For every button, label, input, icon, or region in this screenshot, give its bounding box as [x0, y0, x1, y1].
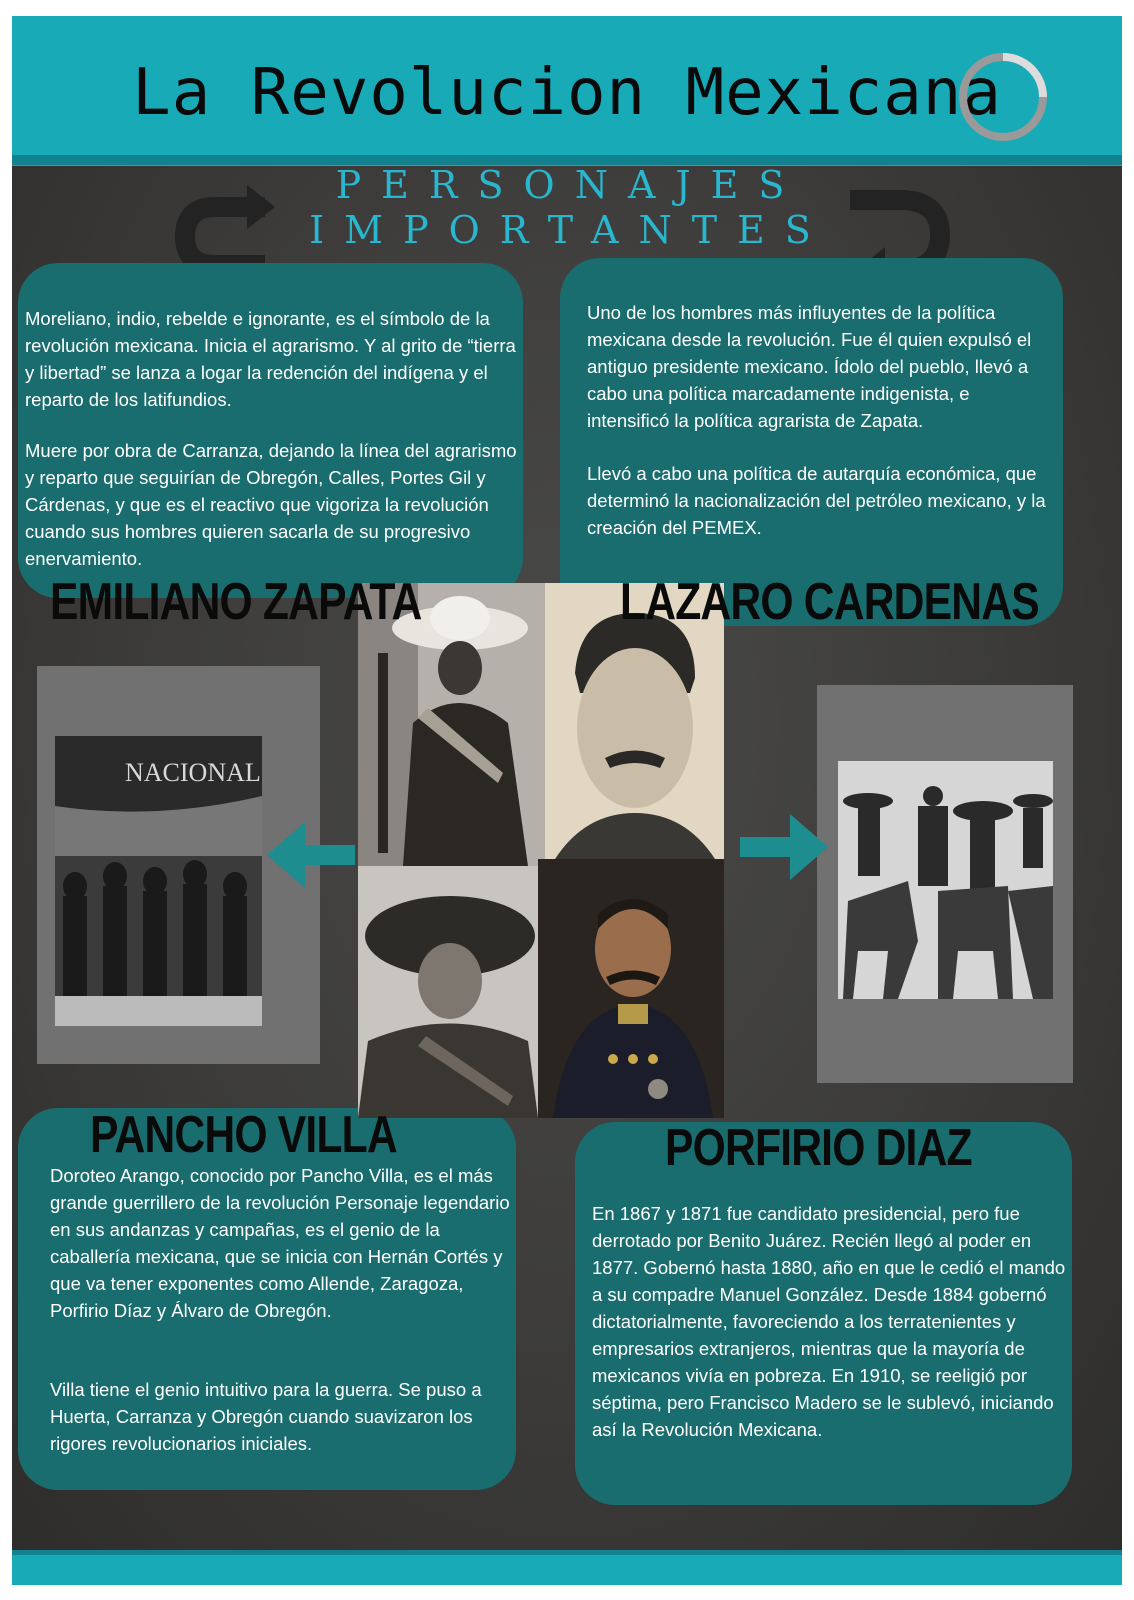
zapata-text-box [18, 263, 523, 598]
ring-icon [957, 51, 1049, 143]
footer-bar [12, 1555, 1122, 1585]
portrait-collage [358, 583, 724, 1118]
diaz-text-box [575, 1122, 1072, 1505]
header-bar [12, 16, 1122, 166]
arrow-right-icon [738, 812, 830, 882]
cardenas-paragraph-2: Llevó a cabo una política de autarquía económica, que determinó la nacionalización del petróleo mexicano, y la creación del PEMEX. [587, 463, 1046, 538]
page-title: La Revolucion Mexicana [132, 56, 1002, 130]
banner-text: NACIONAL [125, 758, 261, 787]
cardenas-name: LAZARO CARDENAS [620, 573, 1039, 631]
villa-paragraph-1: Doroteo Arango, conocido por Pancho Villa, es el más grande guerrillero de la revolución Personaje legendario en sus andanzas y campañas, es el genio de la caballería mexicana, que se inicia con Hernán Cortés y que va tener exponentes como Allende, Zaragoza, Porfirio Díaz y Álvaro de Obregón. [50, 1165, 510, 1321]
villa-name: PANCHO VILLA [90, 1106, 397, 1164]
zapata-name: EMILIANO ZAPATA [50, 573, 422, 631]
zapata-paragraph-2: Muere por obra de Carranza, dejando la línea del agrarismo y reparto que seguirían de Obregón, Calles, Portes Gil y Cárdenas, y que es el reactivo que vigoriza la revolución cuando sus hombres quieren sacarla de su progresivo enervamiento. [25, 440, 517, 569]
curved-arrow-left-icon [175, 185, 285, 275]
cardenas-text-box [560, 258, 1063, 626]
subtitle-line-1: PERSONAJES [335, 163, 805, 207]
diaz-paragraph-1: En 1867 y 1871 fue candidato presidencial, pero fue derrotado por Benito Juárez. Recién llegó al poder en 1877. Gobernó hasta 1880, año en que le cedió el mando a su compadre Manuel González. Desde 1884 gobernó dictatorialmente, favoreciendo a los terratenientes y empresarios extranjeros, mientras que la mayoría de mexicanos vivía en pobreza. En 1910, se reeligió por séptima, pero Francisco Madero se le sublevó, iniciando así la Revolución Mexicana. [592, 1203, 1066, 1440]
diaz-name: PORFIRIO DIAZ [665, 1119, 972, 1177]
subtitle-line-2: IMPORTANTES [309, 208, 831, 252]
horsemen-photo [838, 761, 1053, 999]
cardenas-paragraph-1: Uno de los hombres más influyentes de la política mexicana desde la revolución. Fue él quien expulsó el antiguo presidente mexicano. Ídolo del pueblo, llevó a cabo una política marcadamente indigenista, e intensificó la política agrarista de Zapata. [587, 302, 1032, 431]
arrow-left-icon [265, 820, 357, 890]
villa-portrait [358, 866, 538, 1118]
crowd-photo [55, 736, 262, 1026]
zapata-paragraph-1: Moreliano, indio, rebelde e ignorante, es el símbolo de la revolución mexicana. Inicia el agrarismo. Y al grito de “tierra y libertad” se lanza a logar la redención del indígena y el reparto de los latifundios. [25, 308, 516, 410]
villa-paragraph-2: Villa tiene el genio intuitivo para la guerra. Se puso a Huerta, Carranza y Obregón cuando suavizaron los rigores revolucionarios iniciales. [50, 1379, 482, 1454]
villa-text-box [18, 1108, 516, 1490]
diaz-portrait [538, 859, 724, 1118]
